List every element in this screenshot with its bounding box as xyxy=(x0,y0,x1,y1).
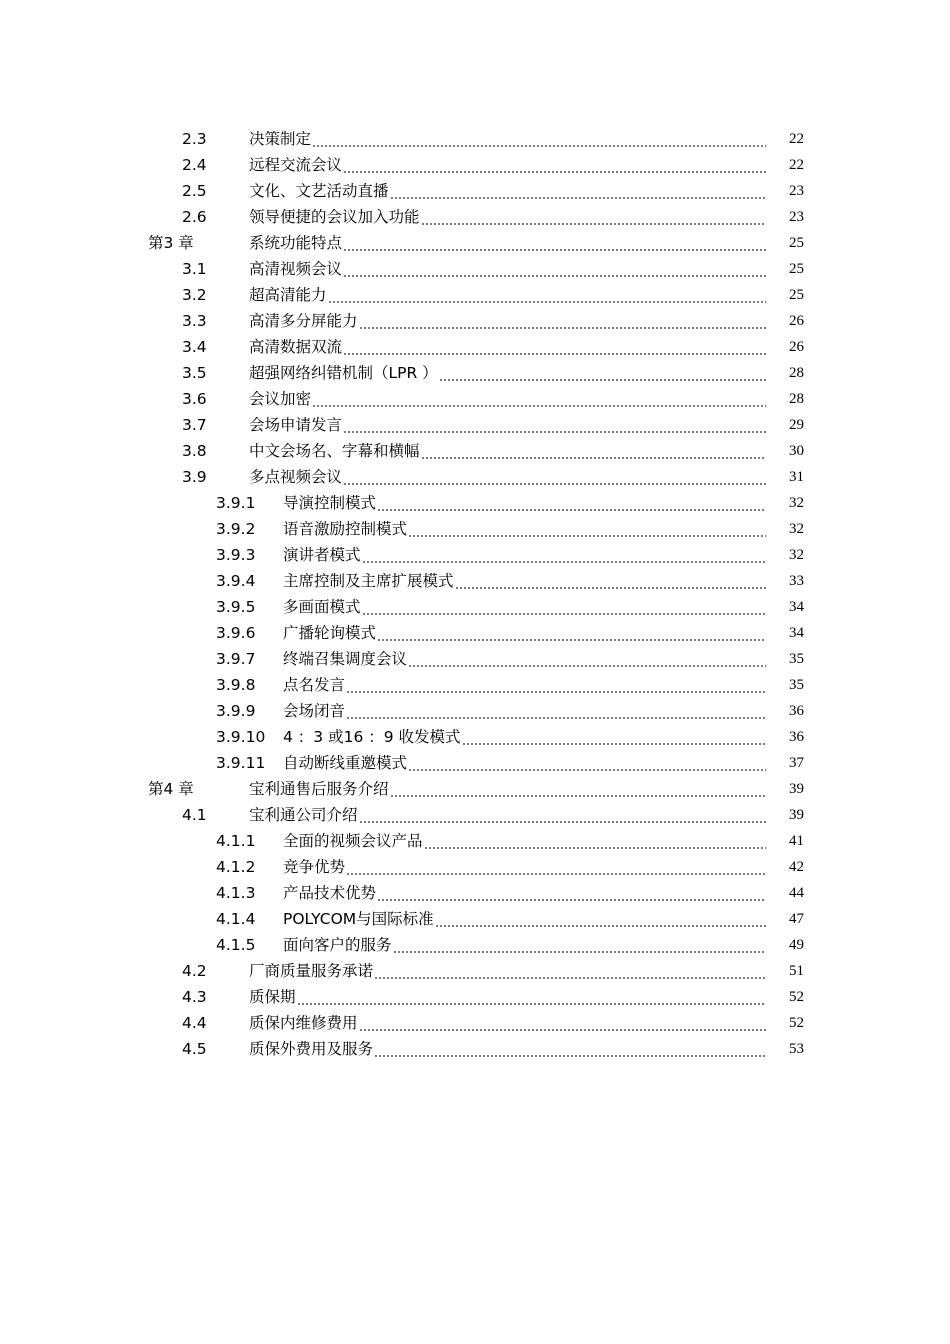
toc-entry-title: 高清数据双流 xyxy=(249,338,343,356)
dot-leader xyxy=(390,183,766,199)
toc-entry[interactable] xyxy=(0,984,950,1010)
toc-entry-page-number: 22 xyxy=(789,157,804,173)
toc-entry-title: 会场申请发言 xyxy=(249,416,343,434)
dot-leader xyxy=(377,885,766,901)
toc-entry[interactable] xyxy=(0,698,950,724)
toc-entry-number: 4.3 xyxy=(182,988,207,1006)
toc-entry-title: 高清视频会议 xyxy=(249,260,343,278)
toc-entry-number: 4.4 xyxy=(182,1014,207,1032)
toc-entry-number: 3.9.4 xyxy=(216,572,256,590)
dot-leader xyxy=(297,989,766,1005)
toc-entry-number: 3.9.8 xyxy=(216,676,256,694)
toc-entry-title: 会议加密 xyxy=(249,390,312,408)
toc-entry-number: 3.2 xyxy=(182,286,207,304)
toc-entry-title: 广播轮询模式 xyxy=(283,624,377,642)
toc-entry-number: 第3 章 xyxy=(148,234,194,252)
toc-entry-number: 3.9.10 xyxy=(216,728,266,746)
toc-entry-title: 点名发言 xyxy=(283,676,346,694)
toc-entry-page-number: 30 xyxy=(789,443,804,459)
toc-entry-body xyxy=(249,308,768,334)
toc-entry-page-number: 32 xyxy=(789,521,804,537)
toc-entry-page-number: 34 xyxy=(789,625,804,641)
toc-entry[interactable] xyxy=(0,854,950,880)
dot-leader xyxy=(343,339,766,355)
toc-entry[interactable] xyxy=(0,152,950,178)
toc-entry-number: 4.1 xyxy=(182,806,207,824)
toc-entry[interactable] xyxy=(0,776,950,802)
toc-entry-number: 3.9.6 xyxy=(216,624,256,642)
toc-entry-title: 面向客户的服务 xyxy=(283,936,392,954)
toc-entry-body xyxy=(249,802,768,828)
dot-leader xyxy=(359,1015,766,1031)
dot-leader xyxy=(346,703,766,719)
toc-entry[interactable] xyxy=(0,282,950,308)
toc-entry-body xyxy=(249,152,768,178)
toc-entry-page-number: 23 xyxy=(789,183,804,199)
table-of-contents xyxy=(0,126,950,1062)
toc-entry-title: 中文会场名、字幕和横幅 xyxy=(249,442,420,460)
toc-entry-title: 多点视频会议 xyxy=(249,468,343,486)
toc-entry-page-number: 25 xyxy=(789,235,804,251)
dot-leader xyxy=(408,651,766,667)
toc-entry-body xyxy=(283,594,768,620)
toc-entry-title: 会场闭音 xyxy=(283,702,346,720)
toc-entry-page-number: 28 xyxy=(789,391,804,407)
toc-entry-page-number: 53 xyxy=(789,1041,804,1057)
toc-entry-page-number: 51 xyxy=(789,963,804,979)
toc-entry-body xyxy=(283,698,768,724)
toc-entry-body xyxy=(249,776,768,802)
toc-entry-title: 质保期 xyxy=(249,988,296,1006)
toc-entry-title: 自动断线重邀模式 xyxy=(283,754,408,772)
toc-entry-number: 3.9.11 xyxy=(216,754,266,772)
toc-entry[interactable] xyxy=(0,178,950,204)
dot-leader xyxy=(390,781,766,797)
toc-entry-title: 系统功能特点 xyxy=(249,234,343,252)
toc-entry-body xyxy=(249,412,768,438)
dot-leader xyxy=(343,235,766,251)
toc-entry-title: 超强网络纠错机制（LPR ） xyxy=(249,364,438,382)
toc-entry[interactable] xyxy=(0,880,950,906)
toc-entry-page-number: 32 xyxy=(789,547,804,563)
toc-entry-page-number: 22 xyxy=(789,131,804,147)
toc-entry-body xyxy=(249,126,768,152)
toc-entry-number: 2.3 xyxy=(182,130,207,148)
dot-leader xyxy=(435,911,766,927)
toc-entry-title: 厂商质量服务承诺 xyxy=(249,962,374,980)
dot-leader xyxy=(312,131,766,147)
dot-leader xyxy=(374,1041,766,1057)
toc-entry-page-number: 39 xyxy=(789,807,804,823)
dot-leader xyxy=(408,755,766,771)
toc-entry[interactable] xyxy=(0,906,950,932)
toc-entry-number: 3.4 xyxy=(182,338,207,356)
toc-entry-body xyxy=(283,568,768,594)
toc-entry-page-number: 33 xyxy=(789,573,804,589)
toc-entry[interactable] xyxy=(0,204,950,230)
toc-entry-page-number: 37 xyxy=(789,755,804,771)
dot-leader xyxy=(343,417,766,433)
toc-entry-body xyxy=(283,880,768,906)
toc-entry-page-number: 35 xyxy=(789,677,804,693)
dot-leader xyxy=(377,495,766,511)
toc-entry-body xyxy=(249,334,768,360)
dot-leader xyxy=(359,313,766,329)
toc-entry[interactable] xyxy=(0,412,950,438)
toc-entry-page-number: 42 xyxy=(789,859,804,875)
toc-entry-body xyxy=(249,204,768,230)
dot-leader xyxy=(362,547,766,563)
toc-entry-title: POLYCOM与国际标准 xyxy=(283,910,434,928)
dot-leader xyxy=(421,443,766,459)
toc-entry-number: 3.9 xyxy=(182,468,207,486)
toc-entry-body xyxy=(283,620,768,646)
dot-leader xyxy=(408,521,766,537)
toc-entry-number: 4.1.2 xyxy=(216,858,256,876)
dot-leader xyxy=(359,807,766,823)
toc-entry-body xyxy=(283,646,768,672)
toc-entry-number: 3.9.1 xyxy=(216,494,256,512)
toc-entry[interactable] xyxy=(0,386,950,412)
toc-entry-page-number: 41 xyxy=(789,833,804,849)
dot-leader xyxy=(439,365,766,381)
toc-entry-title: 高清多分屏能力 xyxy=(249,312,358,330)
toc-entry-number: 3.9.2 xyxy=(216,520,256,538)
toc-entry-page-number: 28 xyxy=(789,365,804,381)
toc-entry-number: 3.9.3 xyxy=(216,546,256,564)
toc-entry[interactable] xyxy=(0,750,950,776)
toc-entry-title: 决策制定 xyxy=(249,130,312,148)
toc-entry-page-number: 29 xyxy=(789,417,804,433)
toc-entry-page-number: 34 xyxy=(789,599,804,615)
toc-entry-page-number: 36 xyxy=(789,729,804,745)
toc-entry-body xyxy=(249,230,768,256)
dot-leader xyxy=(393,937,766,953)
toc-entry[interactable] xyxy=(0,802,950,828)
toc-entry-body xyxy=(249,958,768,984)
toc-entry-body xyxy=(249,984,768,1010)
toc-entry-page-number: 35 xyxy=(789,651,804,667)
toc-entry-body xyxy=(249,1036,768,1062)
toc-entry-page-number: 25 xyxy=(789,261,804,277)
toc-entry-body xyxy=(283,542,768,568)
toc-entry-page-number: 26 xyxy=(789,313,804,329)
toc-entry-number: 3.8 xyxy=(182,442,207,460)
toc-entry-number: 2.4 xyxy=(182,156,207,174)
dot-leader xyxy=(362,599,766,615)
toc-entry-body xyxy=(249,256,768,282)
toc-entry-page-number: 31 xyxy=(789,469,804,485)
dot-leader xyxy=(424,833,766,849)
toc-entry[interactable] xyxy=(0,334,950,360)
toc-entry[interactable] xyxy=(0,932,950,958)
toc-entry-body xyxy=(283,828,768,854)
toc-entry-body xyxy=(283,516,768,542)
toc-entry[interactable] xyxy=(0,724,950,750)
toc-entry-body xyxy=(283,854,768,880)
toc-entry[interactable] xyxy=(0,672,950,698)
toc-entry-body xyxy=(249,438,768,464)
toc-entry-title: 质保内维修费用 xyxy=(249,1014,358,1032)
toc-entry[interactable] xyxy=(0,230,950,256)
dot-leader xyxy=(346,677,766,693)
toc-entry-body xyxy=(283,932,768,958)
toc-entry-title: 质保外费用及服务 xyxy=(249,1040,374,1058)
dot-leader xyxy=(421,209,766,225)
toc-entry[interactable] xyxy=(0,594,950,620)
toc-entry-number: 2.5 xyxy=(182,182,207,200)
toc-entry[interactable] xyxy=(0,516,950,542)
toc-entry-title: 语音激励控制模式 xyxy=(283,520,408,538)
toc-entry-number: 4.5 xyxy=(182,1040,207,1058)
toc-entry[interactable] xyxy=(0,646,950,672)
toc-entry[interactable] xyxy=(0,126,950,152)
toc-entry-body xyxy=(283,724,768,750)
toc-entry[interactable] xyxy=(0,438,950,464)
toc-entry-number: 第4 章 xyxy=(148,780,194,798)
dot-leader xyxy=(343,261,766,277)
toc-entry-page-number: 49 xyxy=(789,937,804,953)
toc-entry-number: 3.9.7 xyxy=(216,650,256,668)
toc-entry-body xyxy=(249,360,768,386)
dot-leader xyxy=(343,469,766,485)
dot-leader xyxy=(377,625,766,641)
toc-entry-number: 2.6 xyxy=(182,208,207,226)
toc-entry-title: 多画面模式 xyxy=(283,598,361,616)
toc-entry-title: 产品技术优势 xyxy=(283,884,377,902)
dot-leader xyxy=(346,859,766,875)
toc-entry[interactable] xyxy=(0,828,950,854)
toc-entry-page-number: 32 xyxy=(789,495,804,511)
toc-entry-title: 宝利通公司介绍 xyxy=(249,806,358,824)
toc-entry-number: 4.1.5 xyxy=(216,936,256,954)
dot-leader xyxy=(343,157,766,173)
toc-entry[interactable] xyxy=(0,620,950,646)
toc-entry[interactable] xyxy=(0,464,950,490)
toc-entry[interactable] xyxy=(0,308,950,334)
toc-entry[interactable] xyxy=(0,256,950,282)
toc-entry-body xyxy=(283,750,768,776)
toc-entry-body xyxy=(249,464,768,490)
toc-entry-title: 主席控制及主席扩展模式 xyxy=(283,572,454,590)
toc-entry[interactable] xyxy=(0,542,950,568)
dot-leader xyxy=(328,287,766,303)
toc-entry[interactable] xyxy=(0,1010,950,1036)
dot-leader xyxy=(374,963,766,979)
toc-entry-page-number: 36 xyxy=(789,703,804,719)
toc-entry-body xyxy=(249,1010,768,1036)
toc-entry-body xyxy=(249,178,768,204)
toc-entry-title: 领导便捷的会议加入功能 xyxy=(249,208,420,226)
toc-entry-number: 3.5 xyxy=(182,364,207,382)
toc-entry-number: 4.1.1 xyxy=(216,832,256,850)
toc-entry-number: 3.9.9 xyxy=(216,702,256,720)
toc-entry-body xyxy=(283,490,768,516)
toc-entry-page-number: 39 xyxy=(789,781,804,797)
toc-entry-title: 4 ：3 或16 ：9 收发模式 xyxy=(283,728,461,746)
toc-entry-body xyxy=(283,906,768,932)
toc-entry-page-number: 47 xyxy=(789,911,804,927)
toc-entry-title: 导演控制模式 xyxy=(283,494,377,512)
toc-entry-title: 终端召集调度会议 xyxy=(283,650,408,668)
toc-entry[interactable] xyxy=(0,360,950,386)
toc-entry-title: 超高清能力 xyxy=(249,286,327,304)
toc-entry-page-number: 52 xyxy=(789,989,804,1005)
toc-entry-title: 文化、文艺活动直播 xyxy=(249,182,389,200)
toc-entry-number: 4.1.3 xyxy=(216,884,256,902)
toc-entry-number: 4.2 xyxy=(182,962,207,980)
toc-entry-number: 3.3 xyxy=(182,312,207,330)
toc-entry-number: 3.9.5 xyxy=(216,598,256,616)
toc-entry-page-number: 23 xyxy=(789,209,804,225)
toc-entry-number: 3.6 xyxy=(182,390,207,408)
toc-entry-body xyxy=(283,672,768,698)
toc-entry-title: 宝利通售后服务介绍 xyxy=(249,780,389,798)
toc-entry-page-number: 26 xyxy=(789,339,804,355)
toc-entry-number: 3.7 xyxy=(182,416,207,434)
toc-entry[interactable] xyxy=(0,568,950,594)
toc-entry-page-number: 25 xyxy=(789,287,804,303)
toc-entry[interactable] xyxy=(0,490,950,516)
toc-entry-title: 演讲者模式 xyxy=(283,546,361,564)
toc-entry-title: 远程交流会议 xyxy=(249,156,343,174)
toc-entry-number: 4.1.4 xyxy=(216,910,256,928)
toc-entry-page-number: 44 xyxy=(789,885,804,901)
toc-entry-number: 3.1 xyxy=(182,260,207,278)
dot-leader xyxy=(455,573,766,589)
toc-entry-body xyxy=(249,282,768,308)
toc-entry-page-number: 52 xyxy=(789,1015,804,1031)
dot-leader xyxy=(462,729,766,745)
toc-entry-title: 竞争优势 xyxy=(283,858,346,876)
toc-entry[interactable] xyxy=(0,958,950,984)
toc-entry-title: 全面的视频会议产品 xyxy=(283,832,423,850)
dot-leader xyxy=(312,391,766,407)
toc-entry-body xyxy=(249,386,768,412)
toc-entry[interactable] xyxy=(0,1036,950,1062)
